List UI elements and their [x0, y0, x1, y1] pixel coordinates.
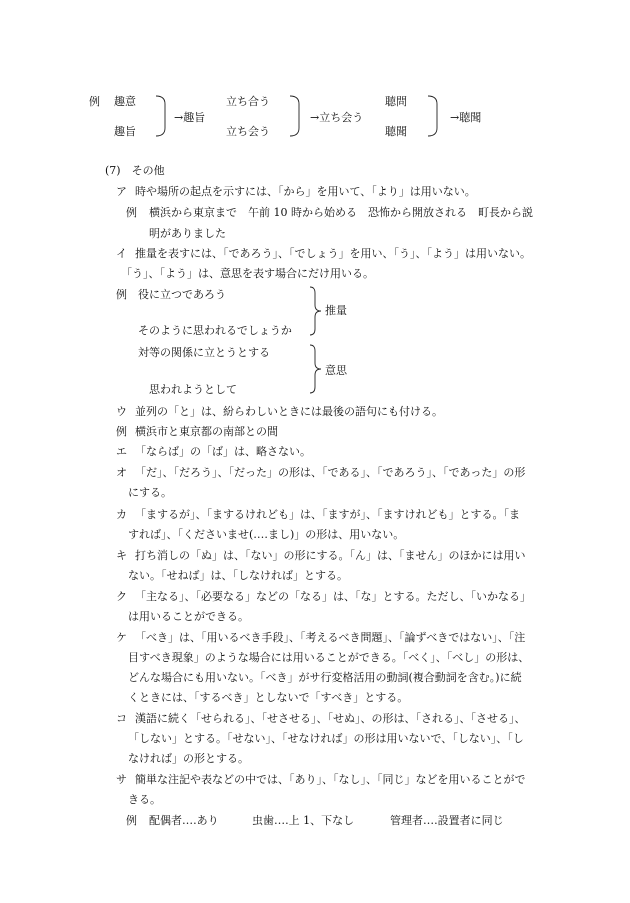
text-line: 「う」、「よう」は、意思を表す場合にだけ用いる。 [121, 267, 374, 280]
example-text: 横浜市と東京都の南部との間 [135, 425, 278, 438]
item-marker: コ [116, 712, 127, 725]
text-line: 「べき」は、「用いるべき手段」、「考えるべき問題」、「論ずべきではない」、「注 [135, 631, 526, 644]
word-before-a: 立ち合う [226, 95, 270, 108]
text-line: 並列の「と」は、紛らわしいときには最後の語句にも付ける。 [135, 405, 443, 418]
item-marker: サ [116, 773, 127, 786]
example-phrase: 役に立つであろう [138, 288, 226, 301]
text-line: 「まするが」、「まするけれども」は、「ますが」、「ますけれども」とする。「ま [135, 508, 520, 521]
example-phrase: そのように思われるでしょうか [138, 324, 292, 337]
word-before-a: 趣意 [114, 95, 136, 108]
example-label: 例 [116, 425, 127, 438]
item-marker: ケ [116, 631, 127, 644]
brace-right-1 [156, 96, 168, 136]
word-before-b: 立ち会う [226, 125, 270, 138]
text-line: 明がありました [149, 227, 226, 240]
text-line: 時や場所の起点を示すには、「から」を用いて、「より」は用いない。 [135, 185, 476, 198]
word-before-b: 趣旨 [114, 125, 136, 138]
example-item: 管理者‥‥設置者に同じ [390, 814, 504, 827]
text-line: 漢語に続く「せられる」、「せさせる」、「せぬ」、の形は、「される」、「させる」、 [135, 712, 526, 725]
section-heading: (7) その他 [105, 164, 165, 177]
item-marker: カ [116, 508, 127, 521]
text-line: 推量を表すには、「であろう」、「でしょう」を用い、「う」、「よう」は用いない。 [135, 247, 531, 260]
item-marker: ア [116, 185, 127, 198]
text-line: どんな場合にも用いない。「べき」がサ行変格活用の動詞(複合動詞を含む。)に続 [128, 671, 522, 684]
item-marker: オ [116, 466, 127, 479]
example-item: 虫歯‥‥上 1、下なし [252, 814, 355, 827]
text-line: 横浜から東京まで 午前 10 時から始める 恐怖から開放される 町長から説 [149, 206, 533, 219]
text-line: なければ」の形とする。 [128, 752, 249, 765]
word-before-a: 聴問 [385, 95, 407, 108]
example-phrase: 思われようとして [149, 383, 237, 396]
word-before-b: 聴聞 [385, 125, 407, 138]
text-line: 「しない」とする。「せない」、「せなければ」の形は用いないで、「しない」、「し [128, 732, 524, 745]
item-marker: ク [116, 590, 127, 603]
text-line: 「だ」、「だろう」、「だった」の形は、「である」、「であろう」、「であった」の形 [135, 466, 526, 479]
brace-right-2 [290, 96, 302, 136]
brace-suiryo [310, 287, 326, 335]
text-line: 打ち消しの「ぬ」は、「ない」の形にする。「ん」は、「ません」のほかには用い [135, 549, 526, 562]
text-line: は用いることができる。 [128, 610, 249, 623]
example-text [149, 205, 579, 247]
brace-label: 推量 [325, 304, 347, 317]
text-line: ない。「せねば」は、「しなければ」とする。 [128, 569, 348, 582]
text-line: にする。 [128, 486, 172, 499]
example-label: 例 [126, 814, 137, 827]
word-result: →趣旨 [174, 111, 206, 124]
brace-label: 意思 [325, 364, 347, 377]
word-result: →立ち会う [310, 111, 364, 124]
text-line: 「主なる」、「必要なる」などの「なる」は、「な」とする。ただし、「いかなる」 [135, 590, 531, 603]
example-label: 例 [89, 95, 100, 108]
text-line: すれば」、「くださいませ(‥‥まし)」の形は、用いない。 [128, 528, 405, 541]
brace-right-3 [428, 96, 440, 136]
brace-ishi [310, 345, 326, 393]
example-phrase: 対等の関係に立とうとする [138, 346, 270, 359]
text-line: くときには、「するべき」としないで「すべき」とする。 [128, 691, 409, 704]
item-text [135, 184, 575, 205]
text-line: 「ならば」の「ば」は、略さない。 [135, 445, 311, 458]
word-result: →聴聞 [450, 111, 482, 124]
item-marker: エ [116, 445, 127, 458]
text-line: 目すべき現象」のような場合には用いることができる。「べく」、「べし」の形は、 [128, 651, 530, 664]
example-item: 配偶者‥‥あり [149, 814, 219, 827]
example-label: 例 [126, 206, 137, 219]
example-label: 例 [116, 288, 127, 301]
text-line: きる。 [128, 793, 161, 806]
item-marker: イ [116, 247, 127, 260]
item-marker: キ [116, 549, 127, 562]
text-line: 簡単な注記や表などの中では、「あり」、「なし」、「同じ」などを用いることがで [135, 773, 526, 786]
item-marker: ウ [116, 405, 127, 418]
